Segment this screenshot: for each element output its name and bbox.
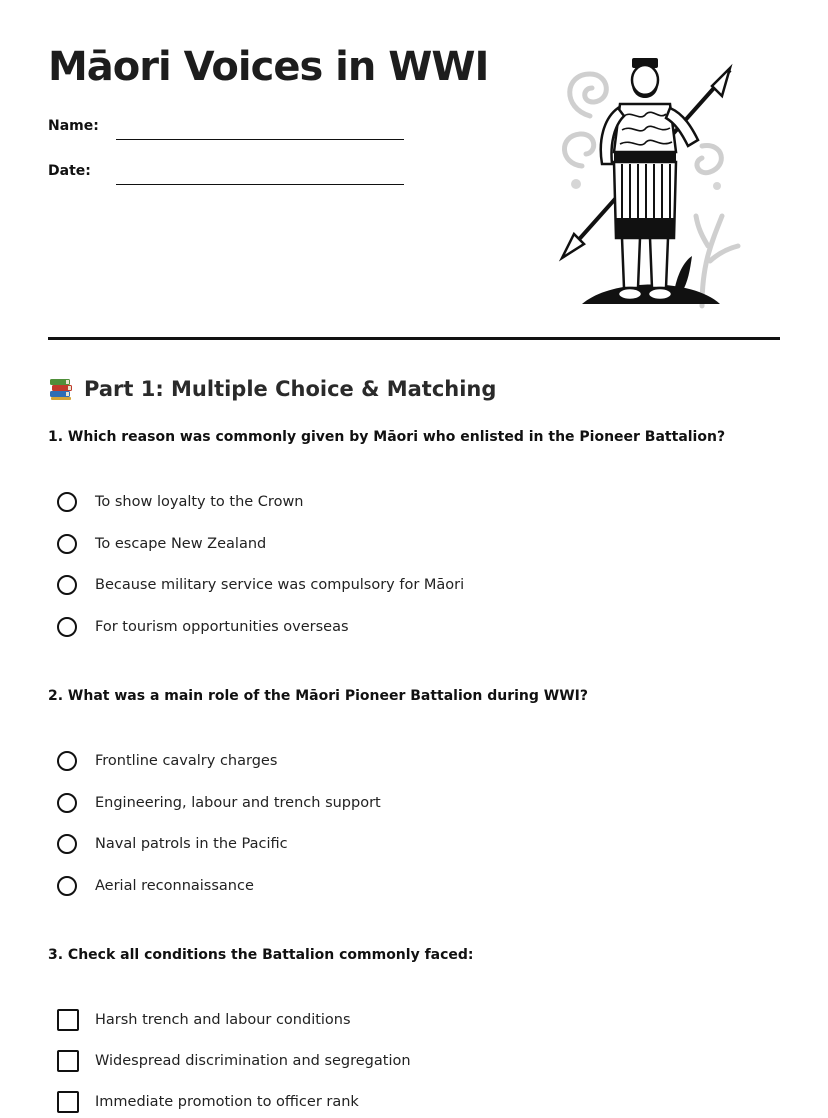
- option-label: Because military service was compulsory for Māori: [95, 577, 465, 593]
- option-label: Immediate promotion to officer rank: [95, 1094, 359, 1110]
- checkbox[interactable]: [57, 1091, 79, 1113]
- option-label: Naval patrols in the Pacific: [95, 836, 288, 852]
- radio-button[interactable]: [57, 751, 77, 771]
- question-1-option-1[interactable]: [57, 489, 304, 515]
- radio-button[interactable]: [57, 575, 77, 595]
- option-label: To escape New Zealand: [95, 536, 267, 552]
- question-1-option-3[interactable]: [57, 572, 464, 598]
- option-label: Engineering, labour and trench support: [95, 795, 381, 811]
- question-3-prompt: 3. Check all conditions the Battalion commonly faced:: [48, 947, 474, 963]
- radio-button[interactable]: [57, 793, 77, 813]
- option-label: Harsh trench and labour conditions: [95, 1012, 351, 1028]
- checkbox[interactable]: [57, 1009, 79, 1031]
- name-label: Name:: [48, 118, 99, 134]
- option-label: To show loyalty to the Crown: [95, 494, 304, 510]
- question-2-option-3[interactable]: [57, 831, 288, 857]
- radio-button[interactable]: [57, 492, 77, 512]
- question-2-option-2[interactable]: [57, 790, 381, 816]
- date-input-line[interactable]: [116, 184, 404, 185]
- page-title: Māori Voices in WWI: [48, 44, 489, 90]
- question-2-prompt: 2. What was a main role of the Māori Pioneer Battalion during WWI?: [48, 688, 589, 704]
- radio-button[interactable]: [57, 617, 77, 637]
- question-3-option-1[interactable]: [57, 1007, 351, 1033]
- question-3-option-3[interactable]: [57, 1089, 359, 1115]
- name-input-line[interactable]: [116, 139, 404, 140]
- option-label: Widespread discrimination and segregation: [95, 1053, 411, 1069]
- section-1-title: Part 1: Multiple Choice & Matching: [84, 377, 497, 401]
- radio-button[interactable]: [57, 876, 77, 896]
- books-icon: [48, 376, 74, 402]
- question-1-option-4[interactable]: [57, 614, 349, 640]
- option-label: Aerial reconnaissance: [95, 878, 254, 894]
- question-1-prompt: 1. Which reason was commonly given by Māori who enlisted in the Pioneer Battalion?: [48, 429, 726, 445]
- question-2-option-4[interactable]: [57, 873, 254, 899]
- checkbox[interactable]: [57, 1050, 79, 1072]
- question-3-option-2[interactable]: [57, 1048, 411, 1074]
- question-2-option-1[interactable]: [57, 748, 277, 774]
- date-label: Date:: [48, 163, 91, 179]
- section-1-heading: [48, 374, 496, 404]
- question-1-option-2[interactable]: [57, 531, 266, 557]
- header-divider: [48, 337, 780, 340]
- option-label: For tourism opportunities overseas: [95, 619, 349, 635]
- name-field: [48, 118, 408, 142]
- radio-button[interactable]: [57, 834, 77, 854]
- maori-warrior-illustration: [552, 56, 742, 312]
- option-label: Frontline cavalry charges: [95, 753, 278, 769]
- radio-button[interactable]: [57, 534, 77, 554]
- date-field: [48, 163, 408, 187]
